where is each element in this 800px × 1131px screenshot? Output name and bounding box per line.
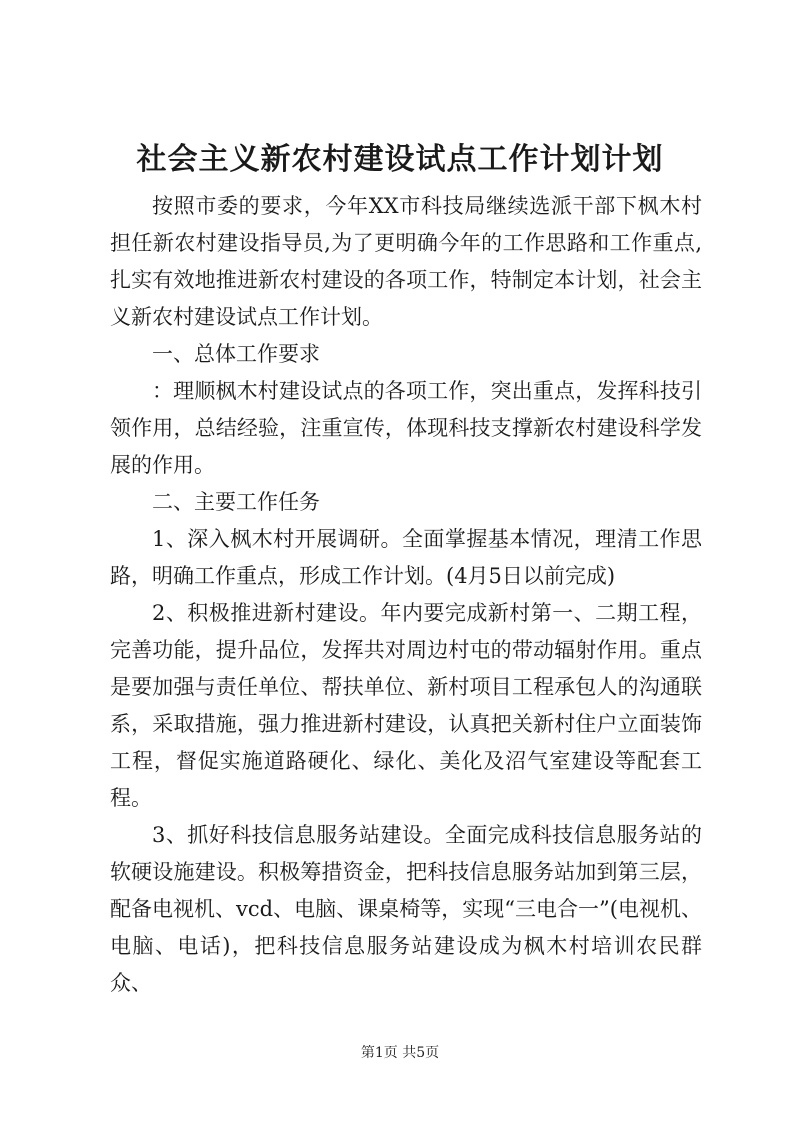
paragraph-task-1: 1、深入枫木村开展调研。全面掌握基本情况，理清工作思路，明确工作重点，形成工作计划。(4月5日以前完成) — [110, 527, 702, 588]
document-body — [110, 188, 702, 1002]
document-title: 社会主义新农村建设试点工作计划计划 — [136, 142, 664, 177]
paragraph-task-2: 2、积极推进新村建设。年内要完成新村第一、二期工程，完善功能，提升品位，发挥共对周边村屯的带动辐射作用。重点是要加强与责任单位、帮扶单位、新村项目工程承包人的沟通联系，采取措施，强力推进新村建设，认真把关新村住户立面装饰工程，督促实施道路硬化、绿化、美化及沼气室建设等配套工程。 — [110, 601, 702, 810]
section-heading-1: 一、总体工作要求 — [152, 342, 320, 366]
paragraph-task-3: 3、抓好科技信息服务站建设。全面完成科技信息服务站的软硬设施建设。积极筹措资金，把科技信息服务站加到第三层，配备电视机、vcd、电脑、课桌椅等，实现“三电合一”(电视机、电脑、电话)，把科技信息服务站建设成为枫木村培训农民群众、 — [110, 823, 702, 995]
page-number: 第1页 共5页 — [360, 1045, 440, 1061]
section-heading-2: 二、主要工作任务 — [152, 490, 320, 514]
paragraph-requirements: ：理顺枫木村建设试点的各项工作，突出重点，发挥科技引领作用，总结经验，注重宣传，体现科技支撑新农村建设科学发展的作用。 — [110, 379, 702, 477]
paragraph-intro: 按照市委的要求，今年XX市科技局继续选派干部下枫木村担任新农村建设指导员,为了更明确今年的工作思路和工作重点,扎实有效地推进新农村建设的各项工作，特制定本计划，社会主义新农村建设试点工作计划。 — [110, 194, 702, 329]
